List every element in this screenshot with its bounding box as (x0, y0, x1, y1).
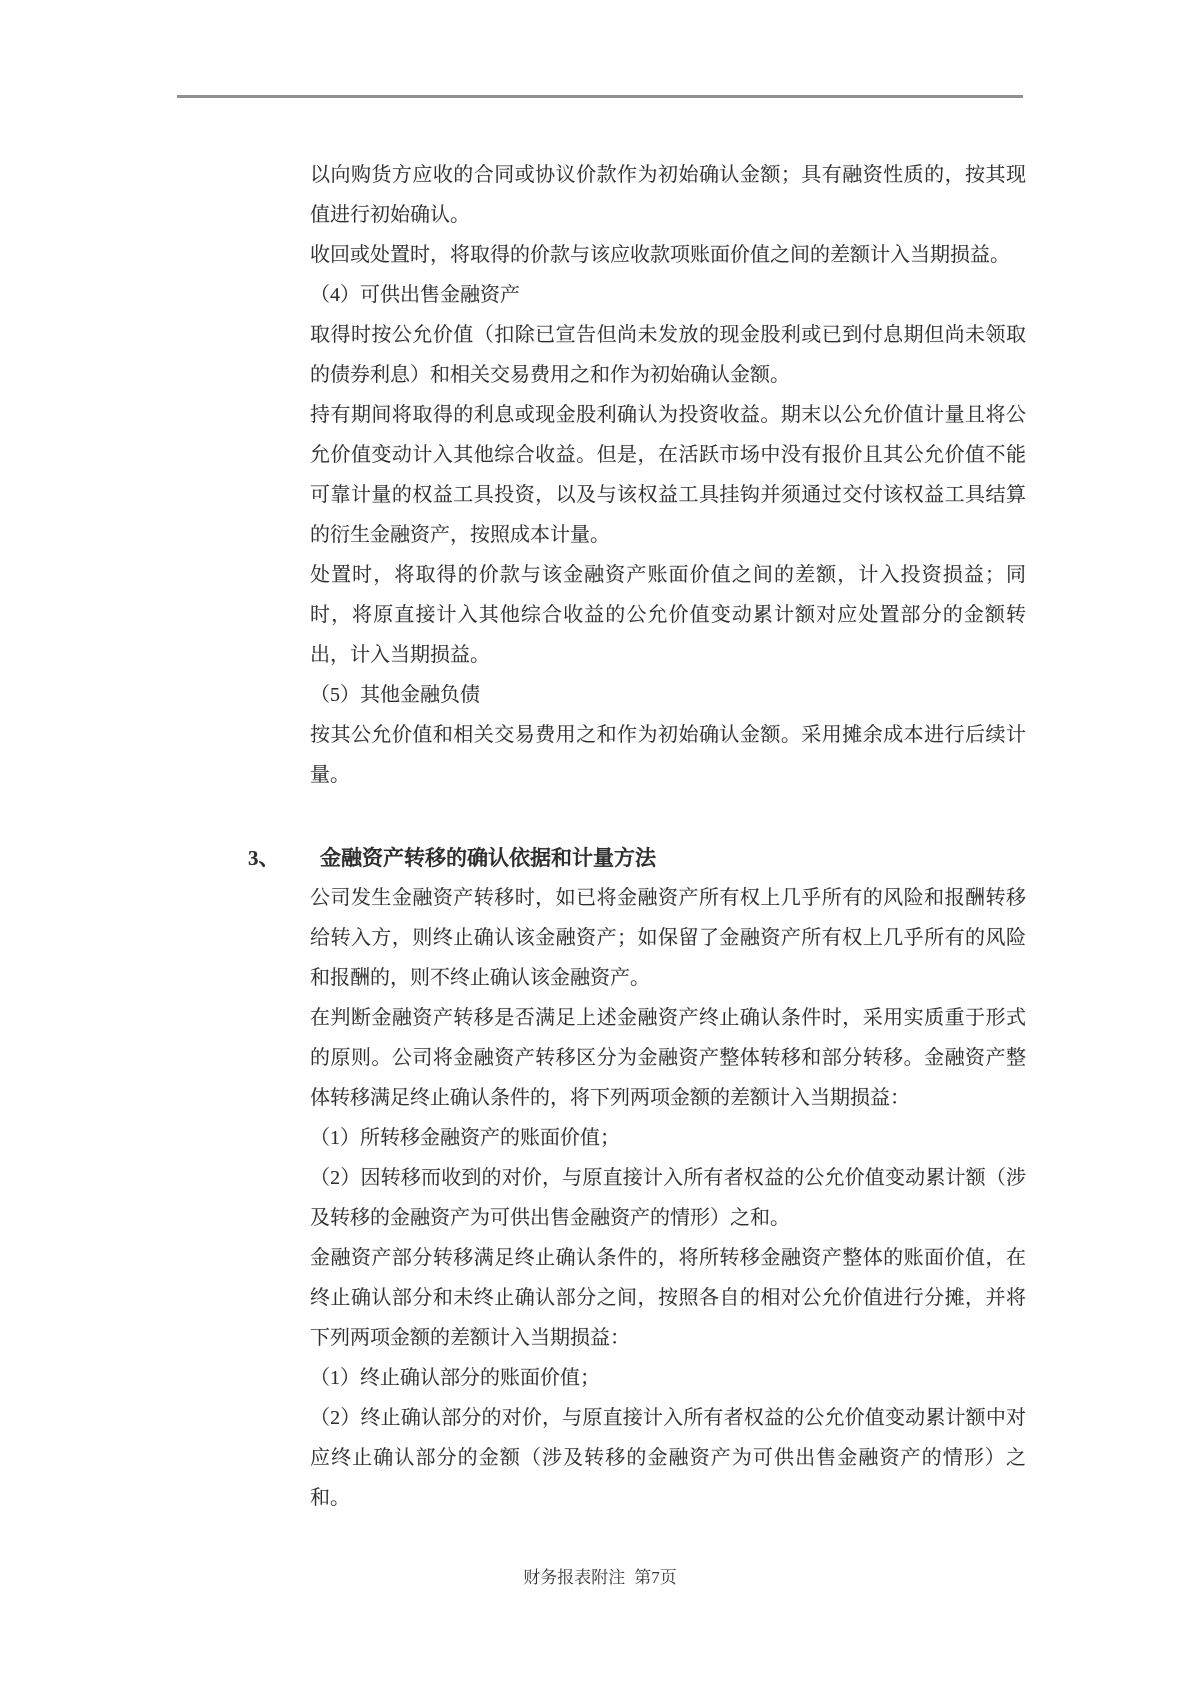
section-heading (248, 838, 1026, 878)
list-item-5: （5）其他金融负债 (310, 684, 480, 706)
footer-document-label: 财务报表附注 (523, 1568, 626, 1587)
list-item-1: （1）所转移金融资产的账面价值； (310, 1127, 620, 1149)
section-heading-number: 3、 (248, 846, 280, 870)
paragraph: 收回或处置时，将取得的价款与该应收款项账面价值之间的差额计入当期损益。 (310, 244, 1010, 266)
paragraph: 处置时，将取得的价款与该金融资产账面价值之间的差额，计入投资损益；同时，将原直接计入其他综合收益的公允价值变动累计额对应处置部分的金额转出，计入当期损益。 (310, 564, 1026, 666)
paragraph: 公司发生金融资产转移时，如已将金融资产所有权上几乎所有的风险和报酬转移给转入方，则终止确认该金融资产；如保留了金融资产所有权上几乎所有的风险和报酬的，则不终止确认该金融资产。 (310, 887, 1026, 989)
footer-page-number: 第7页 (634, 1568, 677, 1587)
paragraph: 以向购货方应收的合同或协议价款作为初始确认金额；具有融资性质的，按其现值进行初始确认。 (310, 164, 1026, 226)
list-item-1: （1）终止确认部分的账面价值； (310, 1367, 600, 1389)
paragraph: 在判断金融资产转移是否满足上述金融资产终止确认条件时，采用实质重于形式的原则。公司将金融资产转移区分为金融资产整体转移和部分转移。金融资产整体转移满足终止确认条件的，将下列两项金额的差额计入当期损益： (310, 1007, 1026, 1109)
section-heading-title: 金融资产转移的确认依据和计量方法 (320, 846, 656, 870)
header-rule (177, 95, 1023, 98)
paragraph: 持有期间将取得的利息或现金股利确认为投资收益。期末以公允价值计量且将公允价值变动计入其他综合收益。但是，在活跃市场中没有报价且其公允价值不能可靠计量的权益工具投资，以及与该权益工具挂钩并须通过交付该权益工具结算的衍生金融资产，按照成本计量。 (310, 404, 1026, 546)
list-item-4: （4）可供出售金融资产 (310, 284, 520, 306)
list-item-2: （2）因转移而收到的对价，与原直接计入所有者权益的公允价值变动累计额（涉及转移的金融资产为可供出售金融资产的情形）之和。 (310, 1167, 1026, 1229)
list-item-2: （2）终止确认部分的对价，与原直接计入所有者权益的公允价值变动累计额中对应终止确认部分的金额（涉及转移的金融资产为可供出售金融资产的情形）之和。 (310, 1407, 1026, 1509)
paragraph: 金融资产部分转移满足终止确认条件的，将所转移金融资产整体的账面价值，在终止确认部分和未终止确认部分之间，按照各自的相对公允价值进行分摊，并将下列两项金额的差额计入当期损益： (310, 1247, 1026, 1349)
paragraph: 取得时按公允价值（扣除已宣告但尚未发放的现金股利或已到付息期但尚未领取的债券利息）和相关交易费用之和作为初始确认金额。 (310, 324, 1026, 386)
paragraph: 按其公允价值和相关交易费用之和作为初始确认金额。采用摊余成本进行后续计量。 (310, 724, 1026, 786)
document-body (248, 155, 1026, 1518)
page-footer (0, 1566, 1200, 1590)
